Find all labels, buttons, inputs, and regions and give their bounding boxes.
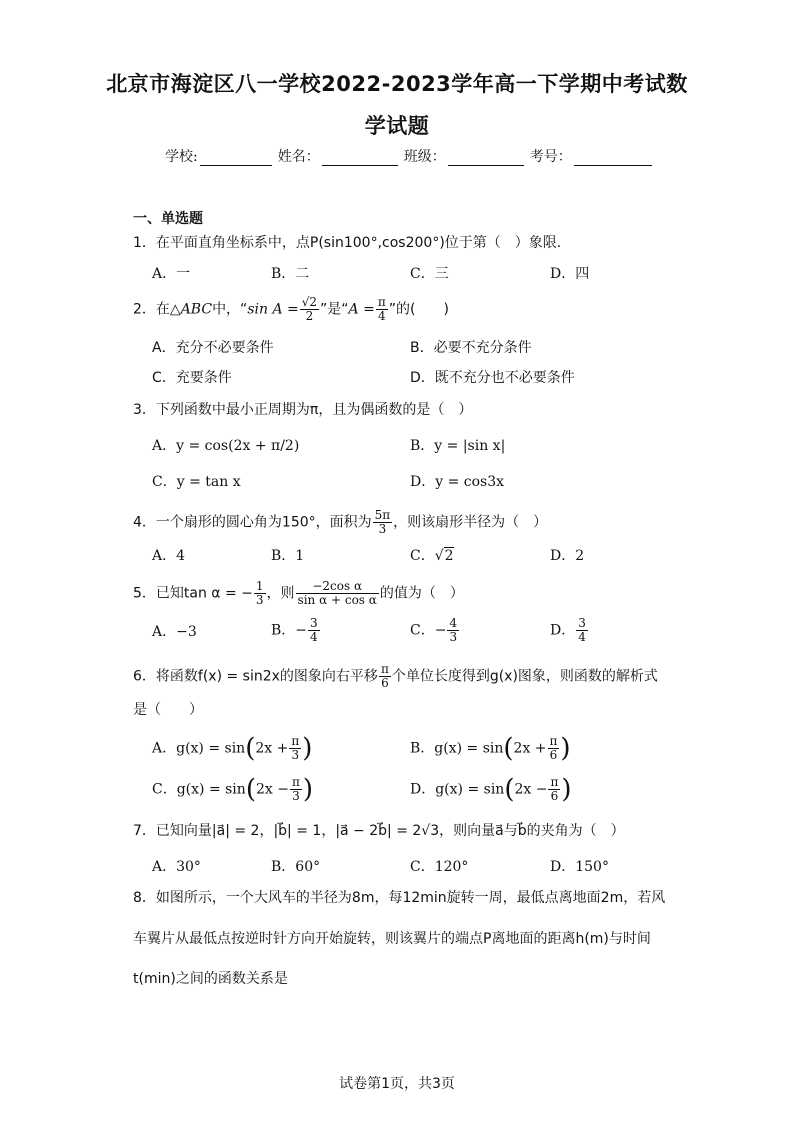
- q2-aeq: A =: [348, 301, 375, 318]
- q3-option-d[interactable]: D．y = cos3x: [410, 474, 505, 490]
- q5-d-label: D．: [550, 622, 576, 639]
- q6-c-frac: [290, 776, 302, 803]
- question-8-line-2: 车翼片从最低点按逆时针方向开始旋转，则该翼片的端点P离地面的距离h(m)与时间: [133, 931, 651, 947]
- q4-option-b[interactable]: B．1: [271, 548, 305, 564]
- q2-frac1-num: √2: [301, 295, 318, 309]
- q6-b-in: 2x +: [513, 740, 547, 757]
- q4-c-label: C．: [410, 548, 435, 564]
- q6-frac-den: 6: [381, 676, 389, 690]
- q2-frac1-den: 2: [305, 309, 314, 323]
- q6-stem2: 个单位长度得到g(x)图象，则函数的解析式: [391, 668, 658, 685]
- name-blank[interactable]: [322, 151, 398, 166]
- q6-c-in: 2x −: [255, 781, 289, 798]
- q2-mid1: 中，“: [212, 301, 248, 318]
- q5-option-d[interactable]: [550, 617, 589, 644]
- q5-frac1-num: 1: [255, 579, 264, 593]
- q2-option-b[interactable]: B．必要不充分条件: [410, 340, 532, 356]
- q1-option-c[interactable]: C．三: [410, 266, 449, 282]
- q2-sina: sin A =: [247, 301, 299, 318]
- q5-option-b[interactable]: [271, 617, 321, 644]
- q5-c-den: 3: [449, 630, 458, 644]
- q6-d-frac: [548, 776, 560, 803]
- section-heading: 一、单选题: [133, 211, 203, 227]
- q5-frac2-num: −2cos α: [296, 580, 379, 594]
- q6-c-pre: C．g(x) = sin: [152, 781, 246, 798]
- q5-frac2-den: sin α + cos α: [297, 593, 377, 607]
- school-field[interactable]: [165, 146, 272, 166]
- q1-option-a[interactable]: A．一: [152, 266, 191, 282]
- q4-frac: [373, 509, 393, 536]
- question-3-stem: 3．下列函数中最小正周期为π，且为偶函数的是（ ）: [133, 402, 473, 418]
- student-info-row: [165, 146, 658, 166]
- q5-b-label: B．−: [271, 622, 308, 639]
- q2-frac2-den: 4: [377, 309, 386, 323]
- q6-c-den: 3: [292, 789, 300, 803]
- question-2-stem: [133, 296, 449, 323]
- q6-frac-num: π: [380, 662, 389, 676]
- title-line-2: 学试题: [364, 114, 430, 138]
- page-footer: 试卷第1页，共3页: [339, 1076, 455, 1092]
- school-blank[interactable]: [200, 151, 272, 166]
- q5-stem3: 的值为（ ）: [379, 585, 464, 602]
- q5-c-label: C．−: [410, 622, 447, 639]
- question-5-stem: [133, 580, 464, 607]
- q6-a-pre: A．g(x) = sin: [152, 740, 246, 757]
- q6-b-pre: B．g(x) = sin: [410, 740, 504, 757]
- class-blank[interactable]: [448, 151, 524, 166]
- q4-c-val: 2: [444, 548, 454, 564]
- q2-frac2-num: π: [377, 295, 386, 309]
- title-line-1: 北京市海淀区八一学校2022-2023学年高一下学期中考试数: [106, 72, 688, 96]
- school-label: 学校:: [165, 149, 198, 165]
- q6-a-frac: [289, 735, 301, 762]
- q6-d-den: 6: [550, 789, 559, 803]
- q4-option-a[interactable]: A．4: [152, 548, 186, 564]
- q4-option-d[interactable]: D．2: [550, 548, 585, 564]
- q6-b-frac: [548, 735, 560, 762]
- q2-triangle: △ABC: [169, 301, 213, 318]
- q6-stem1: 6．将函数f(x) = sin2x的图象向右平移: [133, 668, 378, 685]
- q3-option-c[interactable]: C．y = tan x: [152, 474, 241, 490]
- q7-option-c[interactable]: C．120°: [410, 859, 469, 875]
- q6-a-num: π: [291, 734, 300, 748]
- exam-no-label: 考号：: [529, 149, 572, 165]
- q6-a-den: 3: [291, 748, 300, 762]
- exam-no-blank[interactable]: [574, 151, 652, 166]
- q5-stem1: 5．已知tan α = −: [133, 585, 253, 602]
- q2-num: 2．在: [133, 301, 170, 318]
- q5-frac-2: [296, 580, 379, 607]
- q2-option-c[interactable]: C．充要条件: [152, 370, 232, 386]
- q5-d-num: 3: [578, 616, 586, 630]
- q5-c-frac: [447, 617, 459, 644]
- q5-b-frac: [308, 617, 320, 644]
- q3-option-b[interactable]: B．y = |sin x|: [410, 438, 506, 454]
- q6-b-num: π: [549, 734, 558, 748]
- q2-option-d[interactable]: D．既不充分也不必要条件: [410, 370, 575, 386]
- q4-frac-den: 3: [378, 522, 387, 536]
- q5-frac1-den: 3: [255, 593, 264, 607]
- q1-option-d[interactable]: D．四: [550, 266, 590, 282]
- q6-d-pre: D．g(x) = sin: [410, 781, 505, 798]
- question-1-stem: 1．在平面直角坐标系中，点P(sin100°,cos200°)位于第（ ）象限.: [133, 235, 562, 251]
- q3-option-a[interactable]: A．y = cos(2x + π/2): [152, 438, 300, 454]
- q6-frac: [379, 663, 391, 690]
- q2-mid2: ”是“: [320, 301, 349, 318]
- q7-option-a[interactable]: A．30°: [152, 859, 201, 875]
- q5-c-num: 4: [449, 616, 458, 630]
- q2-option-a[interactable]: A．充分不必要条件: [152, 340, 274, 356]
- q4-frac-num: 5π: [374, 508, 391, 522]
- q6-d-in: 2x −: [514, 781, 548, 798]
- q5-frac-1: [254, 580, 266, 607]
- q4-option-c[interactable]: C．√2: [410, 548, 454, 564]
- name-label: 姓名：: [277, 149, 320, 165]
- question-6-stem: [133, 663, 658, 690]
- question-4-stem: [133, 509, 547, 536]
- q7-option-d[interactable]: D．150°: [550, 859, 609, 875]
- q5-d-den: 4: [578, 630, 586, 644]
- q2-frac-2: [376, 296, 388, 323]
- q6-option-a[interactable]: A．g(x) = sin(2x + $\frac{\pi}{3}$ ): [152, 733, 313, 764]
- q1-option-b[interactable]: B．二: [271, 266, 310, 282]
- q6-option-b[interactable]: B．g(x) = sin(2x + $\frac{\pi}{6}$ ): [410, 733, 571, 764]
- question-8-line-3: t(min)之间的函数关系是: [133, 971, 288, 987]
- q6-option-c[interactable]: C．g(x) = sin(2x − $\frac{\pi}{3}$ ): [152, 774, 313, 805]
- question-6-stem-cont: 是（ ）: [133, 702, 203, 718]
- q5-d-frac: [576, 617, 588, 644]
- q5-stem2: ，则: [266, 585, 295, 602]
- q4-stem2: ，则该扇形半径为（ ）: [393, 514, 548, 531]
- q4-stem1: 4．一个扇形的圆心角为150°，面积为: [133, 514, 372, 531]
- question-8-line-1: 8．如图所示，一个大风车的半径为8m，每12min旋转一周，最低点离地面2m，若风: [133, 890, 666, 906]
- name-field[interactable]: [278, 146, 398, 166]
- q5-b-num: 3: [310, 616, 318, 630]
- q7-option-b[interactable]: B．60°: [271, 859, 321, 875]
- exam-no-field[interactable]: [530, 146, 652, 166]
- q6-a-in: 2x +: [255, 740, 289, 757]
- class-label: 班级：: [403, 149, 446, 165]
- q6-option-d[interactable]: D．g(x) = sin(2x − $\frac{\pi}{6}$ ): [410, 774, 572, 805]
- q5-option-a[interactable]: A．−3: [152, 624, 197, 640]
- q6-d-num: π: [550, 775, 559, 789]
- q5-option-c[interactable]: [410, 617, 460, 644]
- q6-c-num: π: [291, 775, 300, 789]
- q2-frac-1: [300, 296, 319, 323]
- q5-b-den: 4: [310, 630, 318, 644]
- class-field[interactable]: [404, 146, 524, 166]
- q6-b-den: 6: [549, 748, 558, 762]
- q2-end: ”的( ): [388, 301, 449, 318]
- question-7-stem: 7．已知向量|a⃗| = 2，|b⃗| = 1，|a⃗ − 2b⃗| = 2√3，则向量a⃗与b⃗的夹角为（ ）: [133, 823, 625, 839]
